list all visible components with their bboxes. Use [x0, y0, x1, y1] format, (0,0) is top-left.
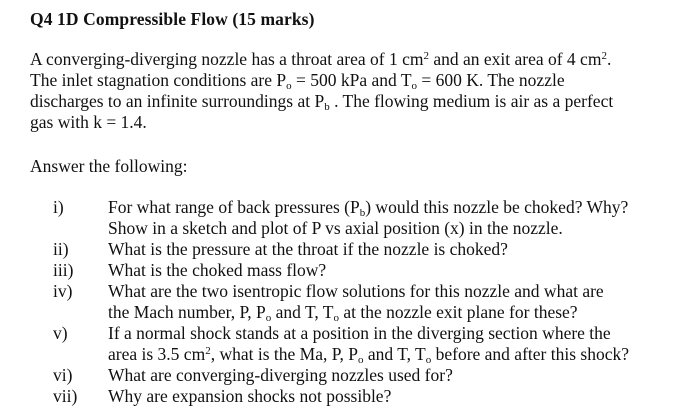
intro-line-4: gas with k = 1.4. — [30, 112, 147, 132]
question-number: vii) — [53, 386, 78, 406]
question-text: What is the choked mass flow? — [108, 260, 327, 280]
intro-line-3: discharges to an infinite surroundings at $P_b$ . The flowing medium is air as a perfect — [30, 91, 614, 113]
question-text: Why are expansion shocks not possible? — [108, 386, 392, 406]
question-title: Q4 1D Compressible Flow (15 marks) — [30, 9, 315, 29]
question-number: iv) — [53, 281, 73, 301]
question-number: iii) — [53, 260, 74, 280]
question-text: What is the pressure at the throat if the nozzle is choked? — [108, 239, 508, 259]
intro-line-2: The inlet stagnation conditions are $P_o = 500$ kPa and $T_o = 600$ K. The nozzle — [30, 70, 565, 92]
question-text: If a normal shock stands at a position in the diverging section where the area is 3.5 $cm^2$, what is the Ma, P, $P_o$ and T, $T_o$ before and after this shock? — [108, 323, 629, 366]
question-text: For what range of back pressures $(P_b)$ would this nozzle be choked? Why? Show in a sketch and plot of P vs axial position (x) in the nozzle. — [108, 197, 629, 238]
question-text: What are the two isentropic flow solutions for this nozzle and what are the Mach number, P, $P_o$ and T, $T_o$ at the nozzle exit plane for these? — [108, 281, 604, 324]
question-text: What are converging-diverging nozzles used for? — [108, 365, 453, 385]
problem-statement — [30, 49, 680, 133]
answer-prompt: Answer the following: — [30, 156, 188, 176]
question-number: i) — [53, 197, 64, 217]
intro-line-1: A converging-diverging nozzle has a throat area of 1 $cm^2$ and an exit area of 4 $cm^2$. — [30, 49, 612, 69]
question-number: ii) — [53, 239, 69, 259]
question-number: vi) — [53, 365, 73, 385]
question-number: v) — [53, 323, 68, 343]
